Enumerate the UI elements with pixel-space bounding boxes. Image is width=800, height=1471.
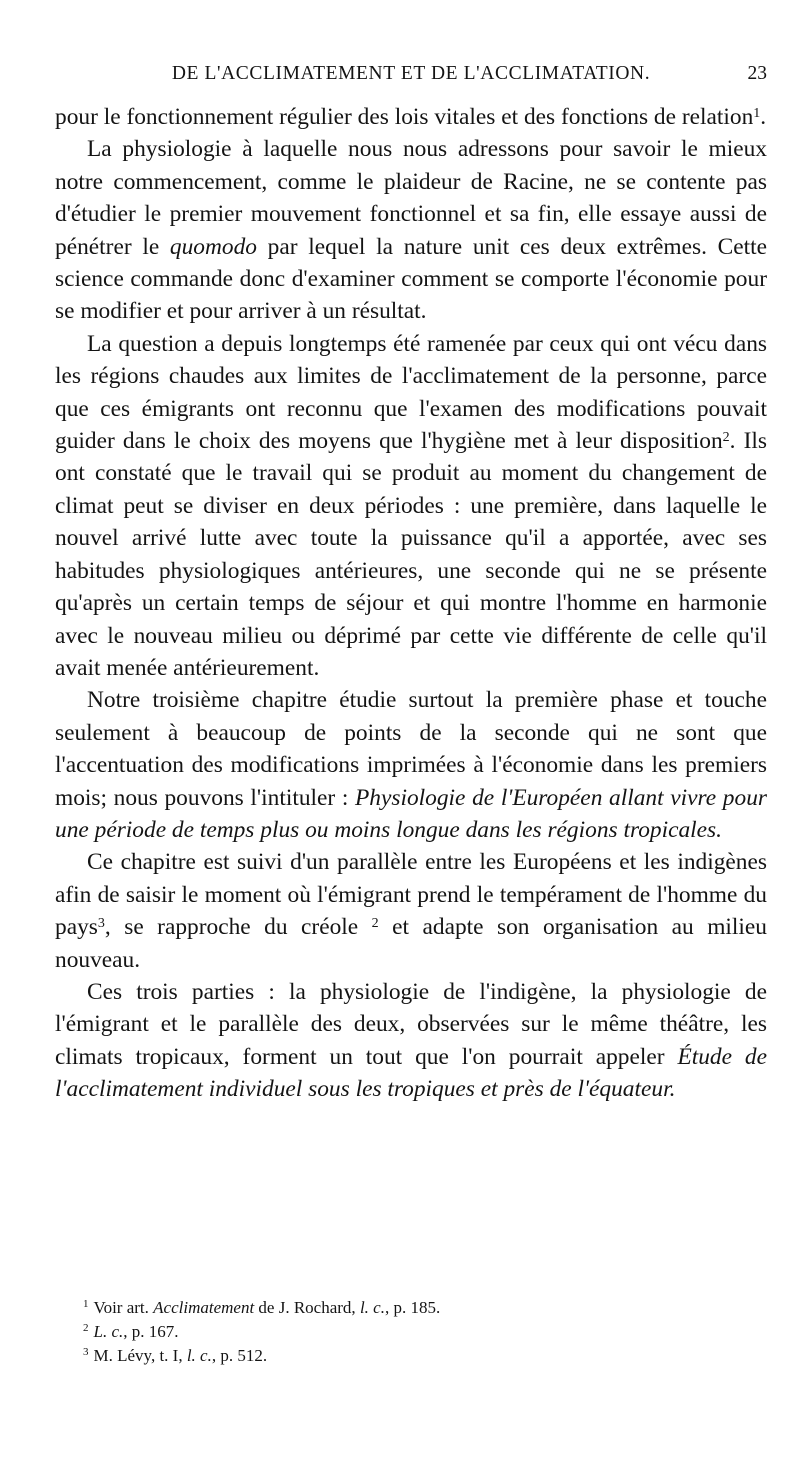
footnote-ref: 2 [722, 430, 730, 446]
paragraph-text: La physiologie à laquelle nous nous adressons pour savoir le mieux notre commencement, comme le plaideur de Racine, ne se contente pas d'étudier le premier mouvement fonctionnel et sa fin, elle essaye aussi de pénétrer le [55, 136, 767, 260]
footnote-ref: 3 [97, 916, 105, 932]
paragraph-text: pour le fonctionnement régulier des lois vitales et des fonctions de relation [55, 104, 754, 130]
paragraph-continuation [55, 101, 767, 133]
running-head [55, 61, 767, 87]
paragraph-text: Ces trois parties : la physiologie de l'indigène, la physiologie de l'émigrant et le parallèle des deux, observées sur le même théâtre, les climats tropicaux, forment un tout que l'on pourrait appeler [55, 978, 767, 1070]
paragraph-parallele [55, 846, 767, 976]
italic-title: Physiologie de l'Européen allant vivre pour une période de temps plus ou moins longue dans les régions tropicales. [55, 784, 767, 843]
body-text [55, 101, 767, 1106]
footnote-ref: 1 [753, 106, 761, 121]
footnote-italic: L. c. [93, 1322, 124, 1341]
footnote-text: de J. Rochard, [254, 1298, 360, 1317]
paragraph-question [55, 328, 767, 684]
footnotes [83, 1296, 767, 1368]
italic-term: quomodo [169, 233, 257, 260]
footnote-2 [83, 1320, 767, 1344]
paragraph-parties [55, 976, 767, 1106]
italic-title: Étude de l'acclimatement individuel sous les tropiques et près de l'équateur. [55, 1043, 767, 1103]
footnote-mark: 3 [83, 1346, 89, 1358]
paragraph-text: La question a depuis longtemps été ramenée par ceux qui ont vécu dans les régions chaudes aux limites de l'acclimatement de la personne, parce que ces émigrants ont reconnu que l'examen des modifications pouvait guider dans le choix des moyens que l'hygiène met à leur disposition [55, 330, 767, 455]
paragraph-chapitre [55, 684, 767, 846]
footnote-italic: l. c. [186, 1346, 212, 1365]
footnote-1 [83, 1296, 767, 1320]
paragraph-text: et adapte son organisation au milieu nouveau. [55, 914, 767, 973]
running-title: DE L'ACCLIMATEMENT ET DE L'ACCLIMATATION. [171, 63, 651, 84]
page-number: 23 [747, 63, 767, 84]
footnote-text: M. Lévy, t. I, [93, 1346, 187, 1365]
footnote-text: Voir art. [93, 1298, 154, 1317]
footnote-mark: 2 [83, 1322, 89, 1334]
footnote-3 [83, 1344, 767, 1368]
footnote-italic: Acclimatement [153, 1298, 255, 1317]
footnote-mark: 1 [83, 1298, 89, 1310]
footnote-italic: l. c. [359, 1298, 385, 1317]
footnote-ref: 2 [371, 916, 379, 932]
paragraph-text: Ce chapitre est suivi d'un parallèle entre les Européens et les indigènes afin de saisir le moment où l'émigrant prend le tempérament de l'homme du pays [55, 849, 767, 941]
paragraph-text: par lequel la nature unit ces deux extrêmes. Cette science commande donc d'examiner comment se comporte l'économie pour se modifier et pour arriver à un résultat. [55, 233, 767, 325]
paragraph-text: . [760, 104, 767, 130]
paragraph-physiologie [55, 133, 767, 327]
footnote-text: , p. 512. [211, 1346, 268, 1365]
paragraph-text: , se rapproche du créole [104, 914, 372, 941]
footnote-text: , p. 185. [384, 1298, 441, 1317]
footnote-text: , p. 167. [123, 1322, 179, 1341]
paragraph-text: Notre troisième chapitre étudie surtout la première phase et touche seulement à beaucoup de points de la seconde qui ne sont que l'accentuation des modifications imprimées à l'économie dans les premiers mois; nous pouvons l'intituler : [55, 687, 767, 811]
paragraph-text: . Ils ont constaté que le travail qui se produit au moment du changement de climat peut se diviser en deux périodes : une première, dans laquelle le nouvel arrivé lutte avec toute la puissance qu'il a apportée, avec ses habitudes physiologiques antérieures, une seconde qui ne se présente qu'après un certain temps de séjour et qui montre l'homme en harmonie avec le nouveau milieu ou déprimé par cette vie différente de celle qu'il avait menée antérieurement. [55, 428, 767, 681]
